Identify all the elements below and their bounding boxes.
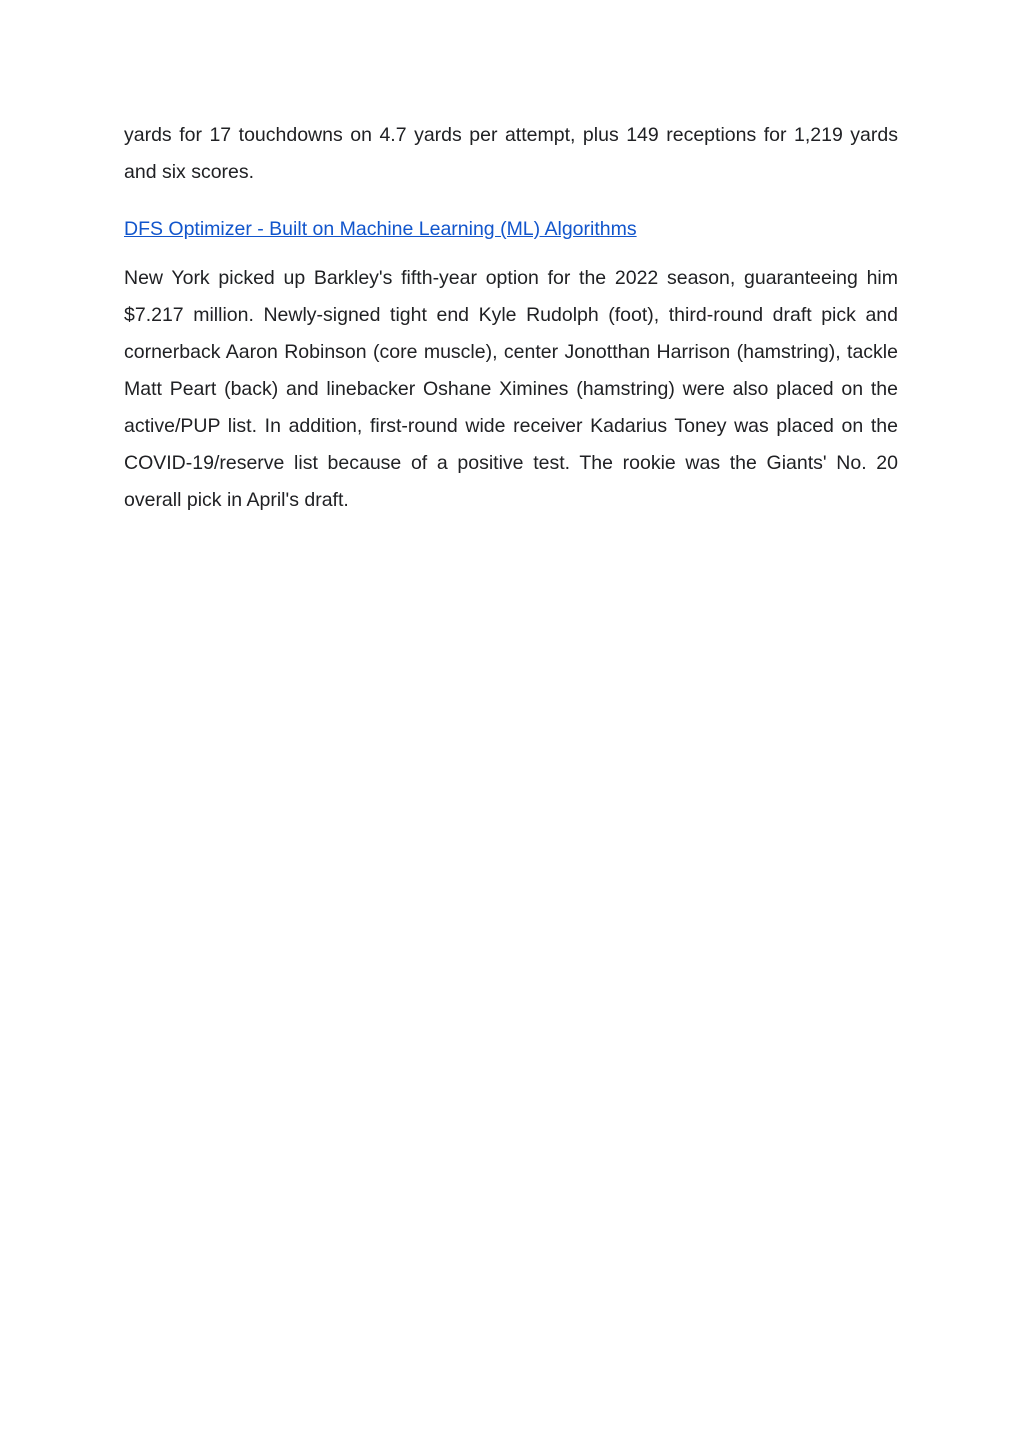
paragraph-contract-news: New York picked up Barkley's fifth-year option for the 2022 season, guaranteeing him $7.217 million. Newly-signed tight end Kyle Rudolph (foot), third-round draft pick and cornerback Aaron Robinson (core muscle), center Jonotthan Harrison (hamstring), tackle Matt Peart (back) and linebacker Oshane Ximines (hamstring) were also placed on the active/PUP list. In addition, first-round wide receiver Kadarius Toney was placed on the COVID-19/reserve list because of a positive test. The rookie was the Giants' No. 20 overall pick in April's draft. — [124, 267, 898, 511]
link-container — [124, 211, 898, 248]
dfs-optimizer-link[interactable]: DFS Optimizer - Built on Machine Learning (ML) Algorithms — [124, 218, 637, 240]
document-page — [124, 117, 898, 519]
paragraph-stats: yards for 17 touchdowns on 4.7 yards per attempt, plus 149 receptions for 1,219 yards and six scores. — [124, 124, 898, 183]
